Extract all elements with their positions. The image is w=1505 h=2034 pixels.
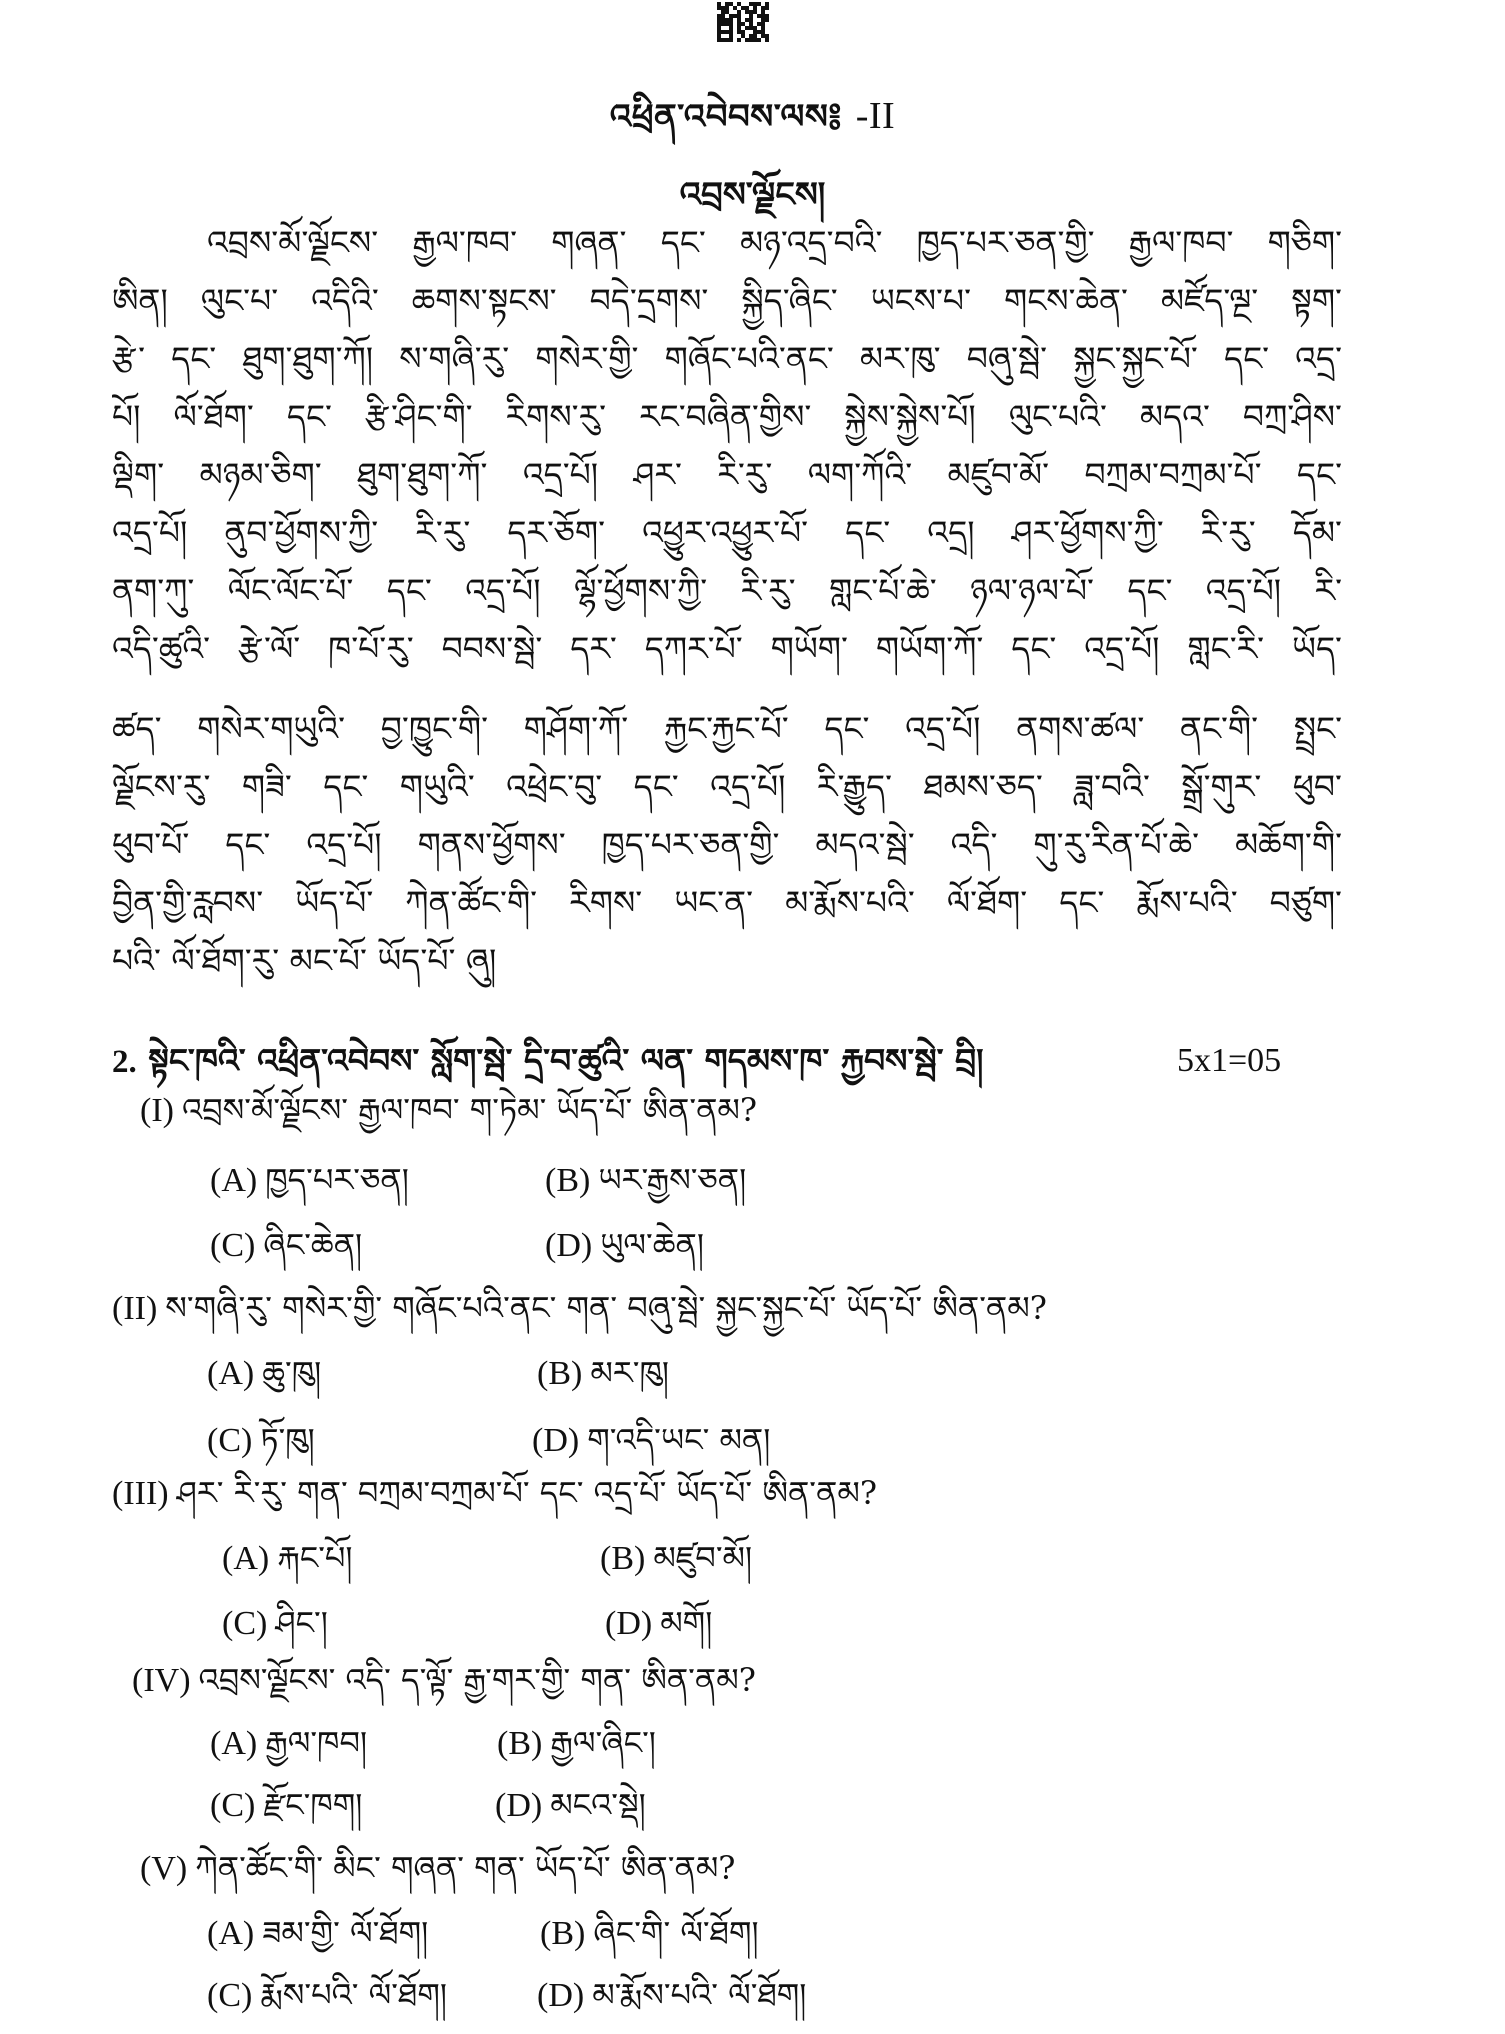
question-text: འབྲས་མོ་ལྗོངས་ རྒྱལ་ཁབ་ ག་ཏེམ་ ཡོད་པོ་ ཨིན་ནམ? xyxy=(181,1091,758,1129)
option-label: (D) xyxy=(545,1227,593,1264)
option-text: མངའ་སྡེ། xyxy=(550,1786,646,1824)
option-d[interactable] xyxy=(495,1780,646,1830)
option-d[interactable] xyxy=(537,1970,806,2020)
option-a[interactable] xyxy=(207,1348,321,1398)
option-d[interactable] xyxy=(605,1598,712,1648)
option-label: (D) xyxy=(495,1787,543,1824)
question-item-ii xyxy=(112,1283,1047,1333)
passage-line: འབྲས་མོ་ལྗོངས་ རྒྱལ་ཁབ་ གཞན་ དང་ མཉ་འདྲ་བའི་ ཁྱད་པར་ཅན་གྱི་ རྒྱལ་ཁབ་ གཅིག་ xyxy=(207,223,1342,262)
passage-line: རྩེ་ དང་ ཐུག་ཐུག་ཀོ། ས་གཞི་རུ་ གསེར་གྱི་ གཞོང་པའི་ནང་ མར་ཁུ་ བཞུ་སྦེ་ སྐྱང་སྐྱང་པོ་ དང་ འདྲ་ xyxy=(112,339,1342,378)
option-text: རྒྱལ་ཞིང་། xyxy=(550,1724,656,1762)
option-text: རྒྱལ་ཁབ། xyxy=(265,1724,368,1762)
option-text: མཛུབ་མོ། xyxy=(653,1539,753,1577)
passage-line: ནག་ཀུ་ ལོང་ལོང་པོ་ དང་ འདྲ་པོ། ལྷོ་ཕྱོགས་ཀྱི་ རི་རུ་ གླང་པོ་ཆེ་ ཉལ་ཉལ་པོ་ དང་ འདྲ་པོ། རི་ xyxy=(112,571,1342,610)
option-label: (A) xyxy=(207,1915,255,1952)
option-a[interactable] xyxy=(207,1908,428,1958)
qr-code-icon xyxy=(717,2,773,42)
option-c[interactable] xyxy=(207,1415,315,1465)
title-section-number: -II xyxy=(855,95,896,137)
passage-title: འབྲས་ལྗོངས། xyxy=(679,175,826,215)
passage-line: ཚད་ གསེར་གཡུའི་ བྱ་ཁྱུང་གི་ གཤོག་ཀོ་ རྐྱང་རྐྱང་པོ་ དང་ འདྲ་པོ། ནགས་ཚལ་ ནང་གི་ སྤྲང་ xyxy=(112,709,1342,748)
option-text: ག་འདི་ཡང་ མན། xyxy=(587,1421,771,1459)
option-text: མ་རྨོས་པའི་ ལོ་ཐོག། xyxy=(592,1976,807,2014)
question-item-iii xyxy=(112,1468,877,1518)
question-text: ས་གཞི་རུ་ གསེར་གྱི་ གཞོང་པའི་ནང་ གན་ བཞུ་སྦེ་ སྐྱང་སྐྱང་པོ་ ཡོད་པོ་ ཨིན་ནམ? xyxy=(165,1289,1047,1327)
option-b[interactable] xyxy=(540,1908,759,1958)
option-c[interactable] xyxy=(207,1970,447,2020)
question-text: འབྲས་ལྗོངས་ འདི་ ད་ལྟོ་ རྒྱ་གར་གྱི་ གན་ ཨིན་ནམ? xyxy=(198,1661,756,1699)
option-b[interactable] xyxy=(497,1718,656,1768)
option-text: ཏོ་ཁུ། xyxy=(260,1421,315,1459)
passage-line: པའི་ ལོ་ཐོག་རུ་ མང་པོ་ ཡོད་པོ་ ཞུ། xyxy=(112,941,497,980)
option-label: (C) xyxy=(210,1787,256,1824)
option-text: ཁྱད་པར་ཅན། xyxy=(265,1161,409,1199)
passage-line: བྱིན་གྱི་རླབས་ ཡོད་པོ་ ཀེན་ཚོང་གི་ རིགས་ ཡང་ན་ མ་རྨོས་པའི་ ལོ་ཐོག་ དང་ རྨོས་པའི་ བཙུག་ xyxy=(112,883,1342,922)
question-label: (II) xyxy=(112,1290,158,1327)
option-label: (B) xyxy=(545,1162,591,1199)
option-text: ཡུལ་ཆེན། xyxy=(600,1226,704,1264)
question-instruction: སྟེང་ཁའི་ འཕྲིན་འབེབས་ སློག་སྦེ་ དྲི་བ་ཚུའི་ ལན་ གདམས་ཁ་ རྐྱབས་སྦེ་ བྲི། xyxy=(148,1041,984,1080)
option-label: (A) xyxy=(222,1540,270,1577)
option-text: མགོ། xyxy=(660,1604,713,1642)
question-item-i xyxy=(140,1085,757,1135)
option-label: (B) xyxy=(537,1355,583,1392)
option-label: (D) xyxy=(532,1422,580,1459)
option-text: ཆུ་ཁུ། xyxy=(262,1354,322,1392)
option-label: (B) xyxy=(600,1540,646,1577)
marks-allocation: 5x1=05 xyxy=(1177,1042,1282,1079)
passage-line: པོ། ལོ་ཐོག་ དང་ རྩི་ཤིང་གི་ རིགས་རུ་ རང་བཞིན་གྱིས་ སྐྱེས་སྐྱེས་པོ། ལུང་པའི་ མདའ་ བཀྲ་ཤིས་ xyxy=(112,397,1342,436)
option-text: ཤིང་། xyxy=(275,1604,328,1642)
passage-line: འདྲ་པོ། ནུབ་ཕྱོགས་ཀྱི་ རི་རུ་ དར་ཅོག་ འཕྱུར་འཕྱུར་པོ་ དང་ འདྲ། ཤར་ཕྱོགས་ཀྱི་ རི་རུ་ དོམ་ xyxy=(112,513,1342,552)
question-text: ཤར་ རི་རུ་ གན་ བཀྲམ་བཀྲམ་པོ་ དང་ འདྲ་པོ་ ཡོད་པོ་ ཨིན་ནམ? xyxy=(176,1474,877,1512)
option-text: རྐང་པོ། xyxy=(277,1539,353,1577)
option-label: (C) xyxy=(207,1977,253,2014)
question-label: (III) xyxy=(112,1475,169,1512)
option-label: (A) xyxy=(207,1355,255,1392)
option-label: (D) xyxy=(605,1605,653,1642)
option-text: མར་ཁུ། xyxy=(590,1354,669,1392)
option-text: རྨོས་པའི་ ལོ་ཐོག། xyxy=(260,1976,447,2014)
reading-passage xyxy=(112,214,1342,990)
option-b[interactable] xyxy=(545,1155,746,1205)
option-label: (C) xyxy=(207,1422,253,1459)
option-b[interactable] xyxy=(600,1533,752,1583)
option-b[interactable] xyxy=(537,1348,669,1398)
passage-line: ལྡིག་ མཉམ་ཅིག་ ཐུག་ཐུག་ཀོ་ འདྲ་པོ། ཤར་ རི་རུ་ ལག་ཀོའི་ མཛུབ་མོ་ བཀྲམ་བཀྲམ་པོ་ དང་ xyxy=(112,455,1342,494)
option-text: ཞིང་ཆེན། xyxy=(263,1226,363,1264)
option-a[interactable] xyxy=(222,1533,353,1583)
option-label: (A) xyxy=(210,1725,258,1762)
question-number: 2. xyxy=(112,1044,137,1080)
option-text: ཞིང་གི་ ལོ་ཐོག། xyxy=(593,1914,759,1952)
option-label: (B) xyxy=(540,1915,586,1952)
question-label: (I) xyxy=(140,1092,174,1129)
option-a[interactable] xyxy=(210,1155,409,1205)
passage-line: ཕུབ་པོ་ དང་ འདྲ་པོ། གནས་ཕྱོགས་ ཁྱད་པར་ཅན་གྱི་ མདའ་སྦེ་ འདི་ གུ་རུ་རིན་པོ་ཆེ་ མཆོག་གི་ xyxy=(112,825,1342,864)
option-text: རྫོང་ཁག། xyxy=(263,1786,363,1824)
passage-line: ལྗོངས་རུ་ གཟི་ དང་ གཡུའི་ འཕྲེང་བུ་ དང་ འདྲ་པོ། རི་རྒྱུད་ ཐམས་ཅད་ ཟླ་བའི་ སྒྲོ་གུར་ ཕུབ་ xyxy=(112,767,1342,806)
option-label: (B) xyxy=(497,1725,543,1762)
option-c[interactable] xyxy=(222,1598,328,1648)
title-tibetan: འཕྲིན་འབེབས་ལས༔ xyxy=(609,97,842,137)
option-label: (D) xyxy=(537,1977,585,2014)
option-text: ཟམ་གྱི་ ལོ་ཐོག། xyxy=(262,1914,429,1952)
option-a[interactable] xyxy=(210,1718,367,1768)
option-text: ཡར་རྒྱས་ཅན། xyxy=(598,1161,747,1199)
option-label: (A) xyxy=(210,1162,258,1199)
option-c[interactable] xyxy=(210,1780,362,1830)
question-2-header xyxy=(112,1035,1352,1087)
question-item-v xyxy=(140,1843,735,1893)
option-label: (C) xyxy=(222,1605,268,1642)
option-label: (C) xyxy=(210,1227,256,1264)
question-label: (IV) xyxy=(132,1662,191,1699)
option-d[interactable] xyxy=(532,1415,770,1465)
question-text: ཀེན་ཚོང་གི་ མིང་ གཞན་ གན་ ཡོད་པོ་ ཨིན་ནམ? xyxy=(195,1849,736,1887)
option-c[interactable] xyxy=(210,1220,362,1270)
question-label: (V) xyxy=(140,1850,188,1887)
passage-line: ཨིན། ལུང་པ་ འདིའི་ ཆགས་སྟངས་ བདེ་དྲགས་ སྐྱིད་ཞིང་ ཡངས་པ་ གངས་ཆེན་ མཛོད་ལྔ་ སྟག་ xyxy=(112,281,1342,320)
passage-line: འདི་ཚུའི་ རྩེ་ལོ་ ཁ་པོ་རུ་ བབས་སྦེ་ དར་ དཀར་པོ་ གཡོག་ གཡོག་ཀོ་ དང་ འདྲ་པོ། གླང་རི་ ཡོད་ xyxy=(112,629,1342,668)
question-item-iv xyxy=(132,1655,756,1705)
option-d[interactable] xyxy=(545,1220,704,1270)
